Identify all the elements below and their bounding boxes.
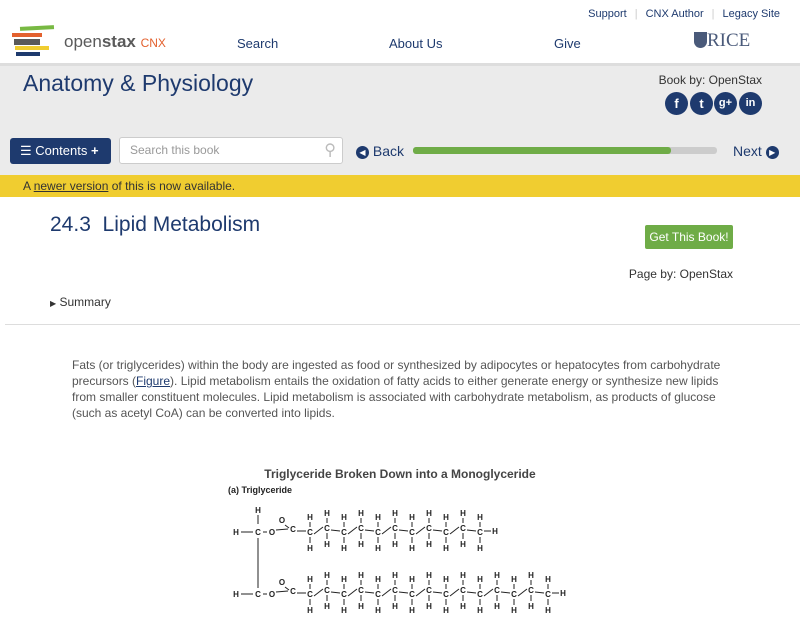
support-link[interactable]: Support bbox=[588, 8, 627, 20]
atom-label: H bbox=[426, 602, 432, 611]
atom-label: H bbox=[460, 540, 466, 549]
atom-label: C bbox=[477, 528, 483, 537]
top-links: Support | CNX Author | Legacy Site bbox=[584, 8, 784, 20]
atom-label: H bbox=[528, 602, 534, 611]
atom-label: C bbox=[255, 590, 261, 599]
atom-label: C bbox=[341, 590, 347, 599]
bond-line bbox=[399, 530, 408, 531]
atom-label: C bbox=[290, 525, 296, 534]
bond-line bbox=[484, 589, 493, 596]
atom-label: C bbox=[477, 590, 483, 599]
atom-label: H bbox=[492, 527, 498, 536]
atom-label: C bbox=[341, 528, 347, 537]
atom-label: C bbox=[307, 528, 313, 537]
atom-label: C bbox=[409, 590, 415, 599]
atom-label: C bbox=[409, 528, 415, 537]
bond-line bbox=[467, 530, 476, 531]
shield-icon bbox=[694, 32, 707, 48]
atom-label: H bbox=[409, 606, 415, 615]
divider bbox=[5, 324, 800, 325]
bond-line bbox=[467, 592, 476, 593]
section-title: 24.3 Lipid Metabolism bbox=[50, 213, 261, 236]
atom-label: H bbox=[426, 571, 432, 580]
atom-label: C bbox=[358, 524, 364, 533]
plus-icon: + bbox=[90, 143, 99, 158]
atom-label: H bbox=[392, 540, 398, 549]
atom-label: H bbox=[307, 544, 313, 553]
atom-label: H bbox=[392, 571, 398, 580]
nav-give[interactable]: Give bbox=[554, 36, 581, 51]
openstax-logo-icon[interactable] bbox=[12, 26, 58, 54]
atom-label: H bbox=[375, 513, 381, 522]
atom-label: H bbox=[409, 544, 415, 553]
search-icon[interactable]: ⚲ bbox=[324, 142, 336, 159]
legacy-site-link[interactable]: Legacy Site bbox=[722, 8, 780, 20]
atom-label: H bbox=[443, 513, 449, 522]
bond-line bbox=[501, 592, 510, 593]
atom-label: H bbox=[324, 571, 330, 580]
bond-line bbox=[382, 589, 391, 596]
bond-line bbox=[348, 589, 357, 596]
next-button[interactable]: Next ▶ bbox=[733, 143, 779, 159]
atom-label: C bbox=[324, 524, 330, 533]
atom-label: H bbox=[560, 589, 566, 598]
atom-label: H bbox=[528, 571, 534, 580]
atom-label: H bbox=[375, 606, 381, 615]
atom-label: H bbox=[375, 575, 381, 584]
atom-label: H bbox=[341, 575, 347, 584]
atom-label: H bbox=[511, 606, 517, 615]
atom-label: H bbox=[477, 544, 483, 553]
book-by: Book by: OpenStax bbox=[658, 73, 762, 87]
atom-label: H bbox=[233, 590, 239, 599]
get-this-book-button[interactable]: Get This Book! bbox=[645, 225, 733, 249]
atom-label: H bbox=[324, 602, 330, 611]
bond-line bbox=[433, 530, 442, 531]
google-plus-icon[interactable]: g+ bbox=[714, 92, 737, 115]
atom-label: H bbox=[358, 602, 364, 611]
atom-label: C bbox=[426, 586, 432, 595]
list-icon: ☰ bbox=[20, 143, 32, 158]
cnx-author-link[interactable]: CNX Author bbox=[645, 8, 704, 20]
atom-label: H bbox=[324, 540, 330, 549]
bond-line bbox=[535, 592, 544, 593]
bond-line bbox=[416, 589, 425, 596]
chevron-right-icon: ▶ bbox=[766, 146, 779, 159]
twitter-icon[interactable]: t bbox=[690, 92, 713, 115]
atom-label: H bbox=[426, 509, 432, 518]
bond-line bbox=[518, 589, 527, 596]
nav-search[interactable]: Search bbox=[237, 36, 279, 51]
atom-label: O bbox=[268, 590, 276, 599]
atom-label: H bbox=[443, 606, 449, 615]
atom-label: C bbox=[307, 590, 313, 599]
brand-name[interactable]: openstax CNX bbox=[64, 32, 166, 51]
figure-link[interactable]: Figure bbox=[136, 374, 171, 388]
contents-button[interactable]: ☰ Contents + bbox=[10, 138, 111, 164]
atom-label: H bbox=[511, 575, 517, 584]
bond-line bbox=[382, 527, 391, 534]
bond-line bbox=[450, 589, 459, 596]
atom-label: H bbox=[426, 540, 432, 549]
triglyceride-structure-diagram bbox=[230, 497, 590, 627]
bond-line bbox=[365, 530, 374, 531]
atom-label: H bbox=[255, 506, 261, 515]
atom-label: C bbox=[375, 590, 381, 599]
figure-title: Triglyceride Broken Down into a Monoglyceride bbox=[264, 467, 536, 481]
atom-label: H bbox=[477, 513, 483, 522]
figure-subtitle: (a) Triglyceride bbox=[228, 485, 293, 495]
atom-label: H bbox=[341, 513, 347, 522]
summary-toggle[interactable]: ▶ Summary bbox=[50, 295, 111, 309]
atom-label: O bbox=[278, 516, 286, 525]
atom-label: C bbox=[375, 528, 381, 537]
rice-logo[interactable]: RICE bbox=[694, 30, 750, 52]
atom-label: H bbox=[460, 602, 466, 611]
atom-label: H bbox=[324, 509, 330, 518]
facebook-icon[interactable]: f bbox=[665, 92, 688, 115]
atom-label: H bbox=[494, 571, 500, 580]
nav-about-us[interactable]: About Us bbox=[389, 36, 443, 51]
atom-label: H bbox=[545, 575, 551, 584]
atom-label: H bbox=[409, 513, 415, 522]
atom-label: C bbox=[392, 524, 398, 533]
atom-label: C bbox=[392, 586, 398, 595]
atom-label: H bbox=[341, 606, 347, 615]
atom-label: H bbox=[460, 571, 466, 580]
atom-label: C bbox=[358, 586, 364, 595]
bond-line bbox=[399, 592, 408, 593]
book-title[interactable]: Anatomy & Physiology bbox=[23, 70, 254, 96]
bond-line bbox=[285, 525, 289, 528]
atom-label: H bbox=[392, 509, 398, 518]
search-input[interactable]: Search this book ⚲ bbox=[119, 137, 343, 164]
atom-label: H bbox=[358, 540, 364, 549]
atom-label: C bbox=[324, 586, 330, 595]
intro-paragraph: Fats (or triglycerides) within the body are ingested as food or synthesized by adipocytes or hepatocytes from carbohydrate precursors (Figure). Lipid metabolism entails the oxidation of fatty acids to either generate energy or synthesize new lipids from smaller constituent molecules. Lipid metabolism is associated with carbohydrate metabolism, as products of glucose (such as acetyl CoA) can be converted into lipids. bbox=[72, 358, 721, 420]
atom-label: C bbox=[460, 524, 466, 533]
atom-label: C bbox=[511, 590, 517, 599]
bond-line bbox=[276, 529, 288, 530]
atom-label: C bbox=[528, 586, 534, 595]
atom-label: H bbox=[307, 606, 313, 615]
atom-label: H bbox=[307, 575, 313, 584]
atom-label: H bbox=[477, 606, 483, 615]
page-by: Page by: OpenStax bbox=[628, 267, 733, 281]
atom-label: H bbox=[358, 571, 364, 580]
atom-label: H bbox=[307, 513, 313, 522]
atom-label: C bbox=[426, 524, 432, 533]
atom-label: C bbox=[290, 587, 296, 596]
atom-label: H bbox=[233, 528, 239, 537]
atom-label: H bbox=[477, 575, 483, 584]
atom-label: H bbox=[494, 602, 500, 611]
atom-label: H bbox=[341, 544, 347, 553]
atom-label: C bbox=[255, 528, 261, 537]
bond-line bbox=[433, 592, 442, 593]
atom-label: H bbox=[358, 509, 364, 518]
bond-line bbox=[285, 587, 289, 590]
atom-label: H bbox=[392, 602, 398, 611]
back-button[interactable]: ◀ Back bbox=[356, 143, 404, 159]
bond-line bbox=[314, 589, 323, 596]
bond-line bbox=[276, 591, 288, 592]
bond-line bbox=[314, 527, 323, 534]
atom-label: H bbox=[443, 544, 449, 553]
bond-line bbox=[365, 592, 374, 593]
atom-label: H bbox=[443, 575, 449, 584]
atom-label: C bbox=[545, 590, 551, 599]
atom-label: O bbox=[268, 528, 276, 537]
linkedin-icon[interactable]: in bbox=[739, 92, 762, 115]
newer-version-banner: A newer version of this is now available. bbox=[0, 175, 800, 197]
atom-label: C bbox=[443, 528, 449, 537]
atom-label: O bbox=[278, 578, 286, 587]
bond-line bbox=[331, 530, 340, 531]
newer-version-link[interactable]: newer version bbox=[33, 179, 109, 193]
atom-label: H bbox=[545, 606, 551, 615]
bond-line bbox=[331, 592, 340, 593]
atom-label: H bbox=[460, 509, 466, 518]
progress-bar bbox=[413, 147, 717, 154]
atom-label: C bbox=[443, 590, 449, 599]
caret-right-icon: ▶ bbox=[50, 299, 57, 308]
bond-line bbox=[416, 527, 425, 534]
chevron-left-icon: ◀ bbox=[356, 146, 369, 159]
progress-fill bbox=[413, 147, 671, 154]
atom-label: H bbox=[409, 575, 415, 584]
bond-line bbox=[348, 527, 357, 534]
bond-line bbox=[450, 527, 459, 534]
atom-label: C bbox=[460, 586, 466, 595]
atom-label: H bbox=[375, 544, 381, 553]
atom-label: C bbox=[494, 586, 500, 595]
